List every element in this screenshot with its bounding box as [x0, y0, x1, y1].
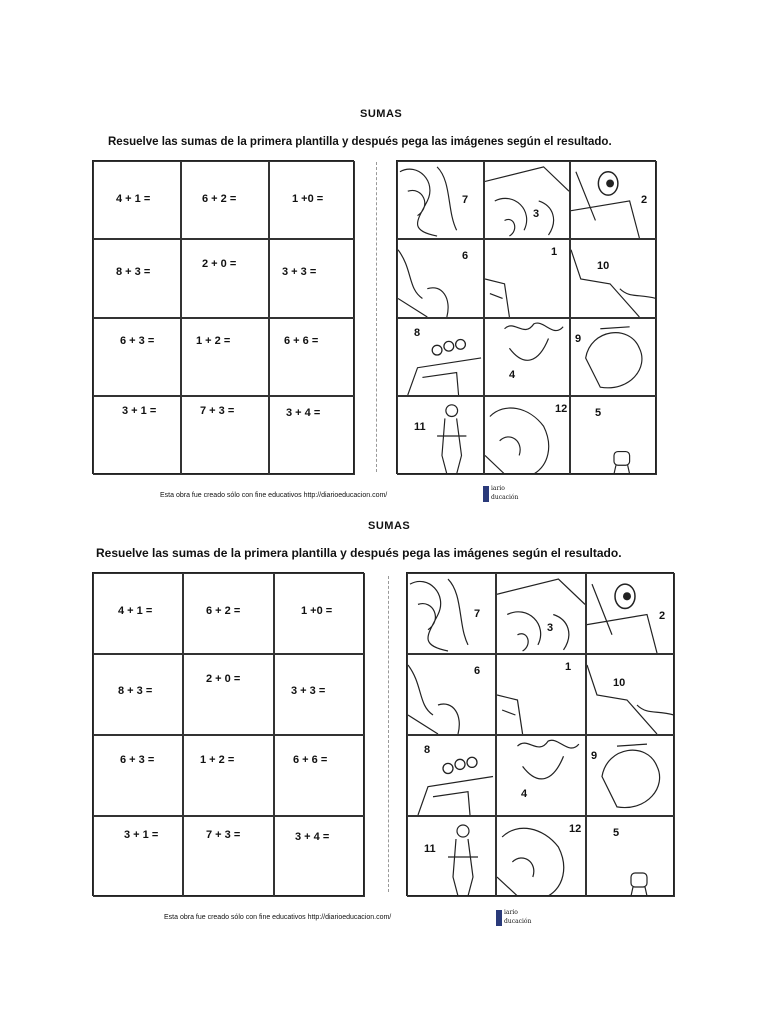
puzzle-piece: [397, 318, 484, 396]
sum-cell: [93, 396, 181, 475]
sum-text: 1 +0 =: [301, 605, 333, 617]
piece-number: 12: [569, 823, 582, 835]
puzzle-piece: [496, 654, 586, 735]
drawing-fragment-icon: [398, 397, 483, 474]
sum-cell: [93, 735, 183, 816]
sum-text: 6 + 2 =: [202, 193, 237, 205]
worksheet-title: SUMAS: [360, 108, 403, 120]
sum-text: 3 + 3 =: [291, 685, 326, 697]
piece-number: 8: [414, 327, 421, 339]
drawing-fragment-icon: [587, 655, 674, 734]
piece-number: 3: [533, 208, 540, 220]
sum-text: 1 + 2 =: [200, 754, 235, 766]
puzzle-piece: [496, 573, 586, 654]
footer-text: Esta obra fue creado sólo con fine educativos http://diarioeducacion.com/: [160, 492, 388, 499]
sum-cell: [274, 816, 365, 897]
piece-number: 12: [555, 403, 568, 415]
sum-cell: [93, 318, 181, 396]
piece-number: 8: [424, 744, 431, 756]
puzzle-piece: [484, 396, 570, 475]
diario-educacion-logo: [483, 484, 529, 504]
sum-cell: [181, 239, 269, 318]
drawing-fragment-icon: [571, 319, 656, 395]
puzzle-piece: [397, 161, 484, 239]
puzzle-piece: [397, 239, 484, 318]
sum-text: 3 + 3 =: [282, 266, 317, 278]
sum-cell: [269, 396, 355, 475]
piece-number: 6: [474, 665, 481, 677]
sum-cell: [183, 816, 274, 897]
piece-number: 10: [597, 260, 610, 272]
logo-mark-icon: [496, 910, 502, 926]
drawing-fragment-icon: [497, 736, 585, 815]
puzzle-piece: [586, 654, 675, 735]
drawing-fragment-icon: [485, 319, 569, 395]
puzzle-piece: [570, 161, 657, 239]
sum-cell: [274, 735, 365, 816]
drawing-fragment-icon: [587, 736, 674, 815]
sum-text: 2 + 0 =: [202, 258, 237, 270]
puzzle-piece: [496, 816, 586, 897]
sum-cell: [93, 161, 181, 239]
puzzle-piece: [586, 735, 675, 816]
sums-grid: [92, 160, 354, 474]
sum-text: 3 + 1 =: [124, 829, 159, 841]
puzzle-grid: [396, 160, 656, 474]
piece-number: 2: [659, 610, 666, 622]
puzzle-piece: [484, 161, 570, 239]
logo-line-2: ducación: [491, 494, 519, 501]
drawing-fragment-icon: [398, 319, 483, 395]
drawing-fragment-icon: [587, 817, 674, 896]
puzzle-piece: [586, 816, 675, 897]
drawing-fragment-icon: [408, 736, 495, 815]
sum-cell: [93, 239, 181, 318]
drawing-fragment-icon: [408, 655, 495, 734]
drawing-fragment-icon: [571, 240, 656, 317]
puzzle-piece: [407, 573, 496, 654]
sum-cell: [181, 318, 269, 396]
puzzle-piece: [407, 816, 496, 897]
piece-number: 1: [551, 246, 558, 258]
drawing-fragment-icon: [497, 574, 585, 653]
sum-text: 4 + 1 =: [116, 193, 151, 205]
logo-line-2: ducación: [504, 918, 532, 925]
worksheet-instruction: Resuelve las sumas de la primera plantilla y después pega las imágenes según el resultado.: [96, 546, 622, 560]
piece-number: 3: [547, 622, 554, 634]
piece-number: 2: [641, 194, 648, 206]
sum-cell: [93, 816, 183, 897]
sum-text: 6 + 2 =: [206, 605, 241, 617]
cut-line: [376, 162, 377, 472]
sum-text: 1 + 2 =: [196, 335, 231, 347]
drawing-fragment-icon: [571, 397, 656, 474]
sum-text: 6 + 6 =: [293, 754, 328, 766]
puzzle-piece: [407, 735, 496, 816]
sum-text: 1 +0 =: [292, 193, 324, 205]
sum-cell: [274, 654, 365, 735]
puzzle-piece: [586, 573, 675, 654]
sum-text: 8 + 3 =: [118, 685, 153, 697]
sum-text: 6 + 6 =: [284, 335, 319, 347]
drawing-fragment-icon: [497, 655, 585, 734]
sum-text: 6 + 3 =: [120, 754, 155, 766]
diario-educacion-logo: [496, 908, 542, 928]
piece-number: 9: [591, 750, 598, 762]
sum-text: 3 + 4 =: [295, 831, 330, 843]
piece-number: 4: [521, 788, 528, 800]
puzzle-piece: [484, 318, 570, 396]
puzzle-piece: [397, 396, 484, 475]
sum-cell: [269, 161, 355, 239]
piece-number: 4: [509, 369, 516, 381]
drawing-fragment-icon: [398, 240, 483, 317]
drawing-fragment-icon: [485, 162, 569, 238]
drawing-fragment-icon: [408, 817, 495, 896]
worksheet-instruction: Resuelve las sumas de la primera plantilla y después pega las imágenes según el resultado.: [108, 136, 612, 148]
sum-text: 2 + 0 =: [206, 673, 241, 685]
logo-line-1: iario: [491, 485, 505, 492]
piece-number: 10: [613, 677, 626, 689]
puzzle-piece: [570, 318, 657, 396]
sum-text: 3 + 4 =: [286, 407, 321, 419]
sum-text: 6 + 3 =: [120, 335, 155, 347]
piece-number: 6: [462, 250, 469, 262]
piece-number: 5: [595, 407, 602, 419]
piece-number: 1: [565, 661, 572, 673]
footer-text: Esta obra fue creado sólo con fine educativos http://diarioeducacion.com/: [164, 914, 392, 921]
sum-cell: [93, 654, 183, 735]
puzzle-piece: [570, 239, 657, 318]
worksheet-title: SUMAS: [368, 520, 411, 532]
sum-cell: [274, 573, 365, 654]
puzzle-grid: [406, 572, 674, 896]
piece-number: 7: [474, 608, 481, 620]
sum-text: 8 + 3 =: [116, 266, 151, 278]
sum-text: 7 + 3 =: [200, 405, 235, 417]
drawing-fragment-icon: [398, 162, 483, 238]
logo-line-1: iario: [504, 909, 518, 916]
puzzle-piece: [484, 239, 570, 318]
sum-cell: [181, 161, 269, 239]
piece-number: 9: [575, 333, 582, 345]
sum-cell: [183, 573, 274, 654]
sum-text: 7 + 3 =: [206, 829, 241, 841]
cut-line: [388, 576, 389, 892]
sum-cell: [269, 318, 355, 396]
sum-cell: [181, 396, 269, 475]
puzzle-piece: [496, 735, 586, 816]
sum-cell: [269, 239, 355, 318]
piece-number: 11: [414, 421, 426, 433]
sums-grid: [92, 572, 364, 896]
sum-cell: [183, 735, 274, 816]
puzzle-piece: [570, 396, 657, 475]
sum-text: 3 + 1 =: [122, 405, 157, 417]
piece-number: 5: [613, 827, 620, 839]
drawing-fragment-icon: [408, 574, 495, 653]
puzzle-piece: [407, 654, 496, 735]
logo-mark-icon: [483, 486, 489, 502]
sum-text: 4 + 1 =: [118, 605, 153, 617]
piece-number: 11: [424, 843, 436, 855]
piece-number: 7: [462, 194, 469, 206]
sum-cell: [93, 573, 183, 654]
sum-cell: [183, 654, 274, 735]
